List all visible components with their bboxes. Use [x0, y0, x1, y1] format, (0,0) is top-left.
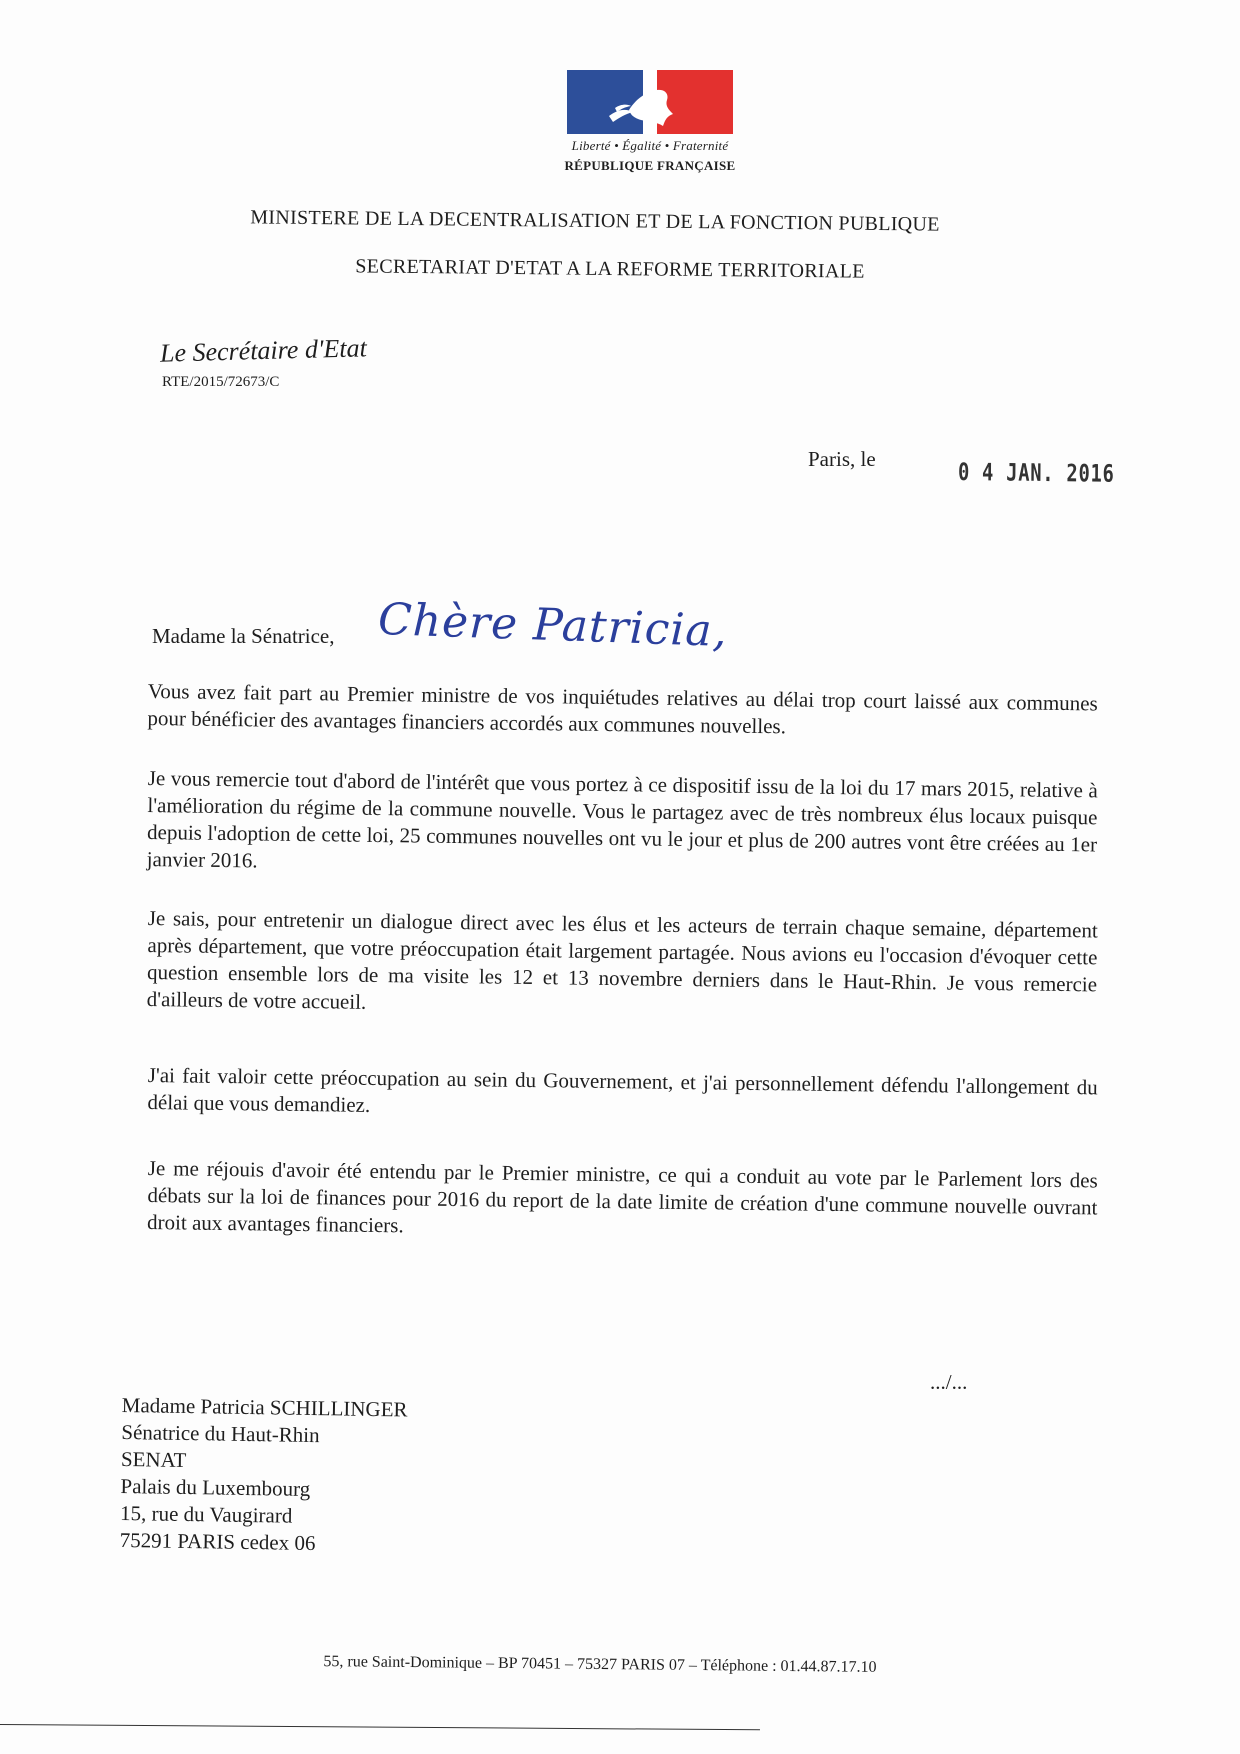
reference-number: RTE/2015/72673/C: [162, 374, 280, 390]
recipient-line: 15, rue du Vaugirard: [119, 1500, 293, 1528]
recipient-line: Madame Patricia SCHILLINGER: [121, 1392, 408, 1422]
recipient-line: 75291 PARIS cedex 06: [119, 1527, 316, 1556]
handwritten-greeting: Chère Patricia,: [377, 593, 729, 658]
scan-edge-divider: [0, 1724, 760, 1730]
recipient-line: SENAT: [120, 1446, 187, 1473]
recipient-address: [119, 1392, 407, 1558]
paragraph-5: Je me réjouis d'avoir été entendu par le Premier ministre, ce qui a conduit au vote par le Parlement lors des débats sur la loi de finances pour 2016 du report de la date limite de création d'une commune nouvelle ouvrant droit aux avantages financiers.: [146, 1155, 1098, 1238]
marianne-logo: [560, 70, 740, 180]
paragraph-1: Vous avez fait part au Premier ministre de vos inquiétudes relatives au délai trop court laissé aux communes pour bénéficier des avantages financiers accordés aux communes nouvelles.: [147, 678, 1098, 739]
footer-address: 55, rue Saint-Dominique – BP 70451 – 75327 PARIS 07 – Téléphone : 01.44.87.17.10: [323, 1653, 877, 1676]
paragraph-4: J'ai fait valoir cette préoccupation au sein du Gouvernement, et j'ai personnellement défendu l'allongement du délai que vous demandiez.: [147, 1062, 1098, 1117]
signatory-title: Le Secrétaire d'Etat: [159, 333, 368, 368]
ministry-heading: MINISTERE DE LA DECENTRALISATION ET DE LA FONCTION PUBLIQUE: [250, 206, 940, 236]
paragraph-2: Je vous remercie tout d'abord de l'intérêt que vous portez à ce dispositif issu de la loi du 17 mars 2015, relative à l'amélioration du régime de la commune nouvelle. Vous le partagez avec de très nombreux élus locaux puisque depuis l'adoption de cette loi, 25 communes nouvelles ont vu le jour et plus de 200 autres vont être créées au 1er janvier 2016.: [146, 765, 1098, 873]
date-place: Paris, le: [808, 447, 876, 471]
paragraph-3: Je sais, pour entretenir un dialogue direct avec les élus et les acteurs de terrain chaque semaine, département après département, que votre préoccupation était largement partagée. Nous avions eu l'occasion d'évoquer cette question ensemble lors de ma visite les 12 et 13 novembre derniers dans le Haut-Rhin. Je vous remercie d'ailleurs de votre accueil.: [146, 905, 1098, 1014]
recipient-line: Sénatrice du Haut-Rhin: [121, 1419, 320, 1448]
recipient-line: Palais du Luxembourg: [120, 1473, 311, 1501]
date-stamp: 0 4 JAN. 2016: [957, 458, 1115, 488]
secretariat-heading: SECRETARIAT D'ETAT A LA REFORME TERRITORIALE: [355, 255, 865, 283]
salutation: Madame la Sénatrice,: [152, 624, 335, 648]
tricolor-marianne-icon: [565, 70, 735, 136]
republic-name: RÉPUBLIQUE FRANÇAISE: [564, 158, 736, 173]
continuation-mark: .../...: [930, 1370, 968, 1394]
republic-motto: Liberté • Égalité • Fraternité: [571, 138, 729, 153]
